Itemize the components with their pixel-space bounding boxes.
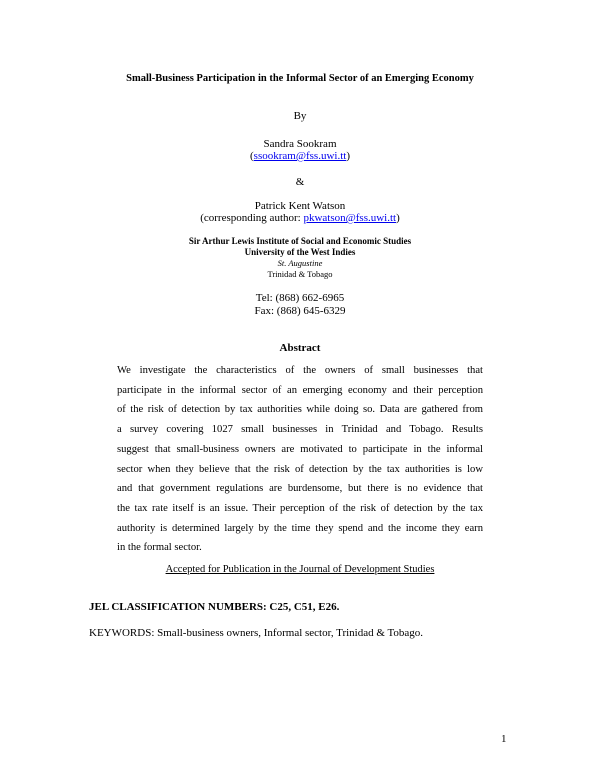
abstract-line: a survey covering 1027 small businesses in Trinidad and Tobago. Results [117,424,483,436]
country-name: Trinidad & Tobago [267,269,333,279]
abstract-line: and that government regulations are burdensome, but there is no evidence that [117,483,483,495]
abstract-line: authority is determined largely by the time they spend and the income they earn [117,522,483,534]
author-1-name: Sandra Sookram [263,138,337,150]
author-2-email-link[interactable]: pkwatson@fss.uwi.tt [303,212,397,224]
by-label: By [293,110,307,122]
keywords: KEYWORDS: Small-business owners, Informal sector, Trinidad & Tobago. [89,627,424,639]
jel-classification: JEL CLASSIFICATION NUMBERS: C25, C51, E26. [89,601,340,613]
abstract-line: the tax rate itself is an issue. Their perception of the risk of detection by the tax [117,502,483,514]
paper-title: Small-Business Participation in the Informal Sector of an Emerging Economy [126,73,474,84]
author-2-name: Patrick Kent Watson [254,200,346,212]
abstract-line: suggest that small-business owners are motivated to participate in the informal [117,443,483,455]
fax: Fax: (868) 645-6329 [254,305,346,317]
author-2-email-line [0,212,600,224]
author-2-email-close: ) [396,212,400,224]
page-number: 1 [501,733,507,745]
abstract-line: participate in the informal sector of an emerging economy and their perception [117,384,483,396]
abstract-line: sector when they believe that the risk of detection by the tax authorities is low [117,463,483,475]
publication-note: Accepted for Publication in the Journal of Development Studies [165,564,435,575]
corresponding-author-label: (corresponding author: [200,212,304,224]
abstract-line: in the formal sector. [117,542,202,554]
author-1-email-close: ) [346,150,350,162]
institute-name: Sir Arthur Lewis Institute of Social and Economic Studies [188,236,412,246]
university-name: University of the West Indies [244,247,356,257]
abstract-body [117,361,483,558]
abstract-line: We investigate the characteristics of the owners of small businesses that [117,365,483,376]
author-separator: & [295,176,305,188]
author-1-email-open: ( [250,150,254,162]
author-1-email-line [0,150,600,162]
abstract-line: of the risk of detection by tax authorities while doing so. Data are gathered from [117,404,483,416]
city-name: St. Augustine [277,258,323,268]
abstract-heading: Abstract [279,342,321,354]
author-1-email-link[interactable]: ssookram@fss.uwi.tt [253,150,347,162]
telephone: Tel: (868) 662-6965 [255,292,345,304]
